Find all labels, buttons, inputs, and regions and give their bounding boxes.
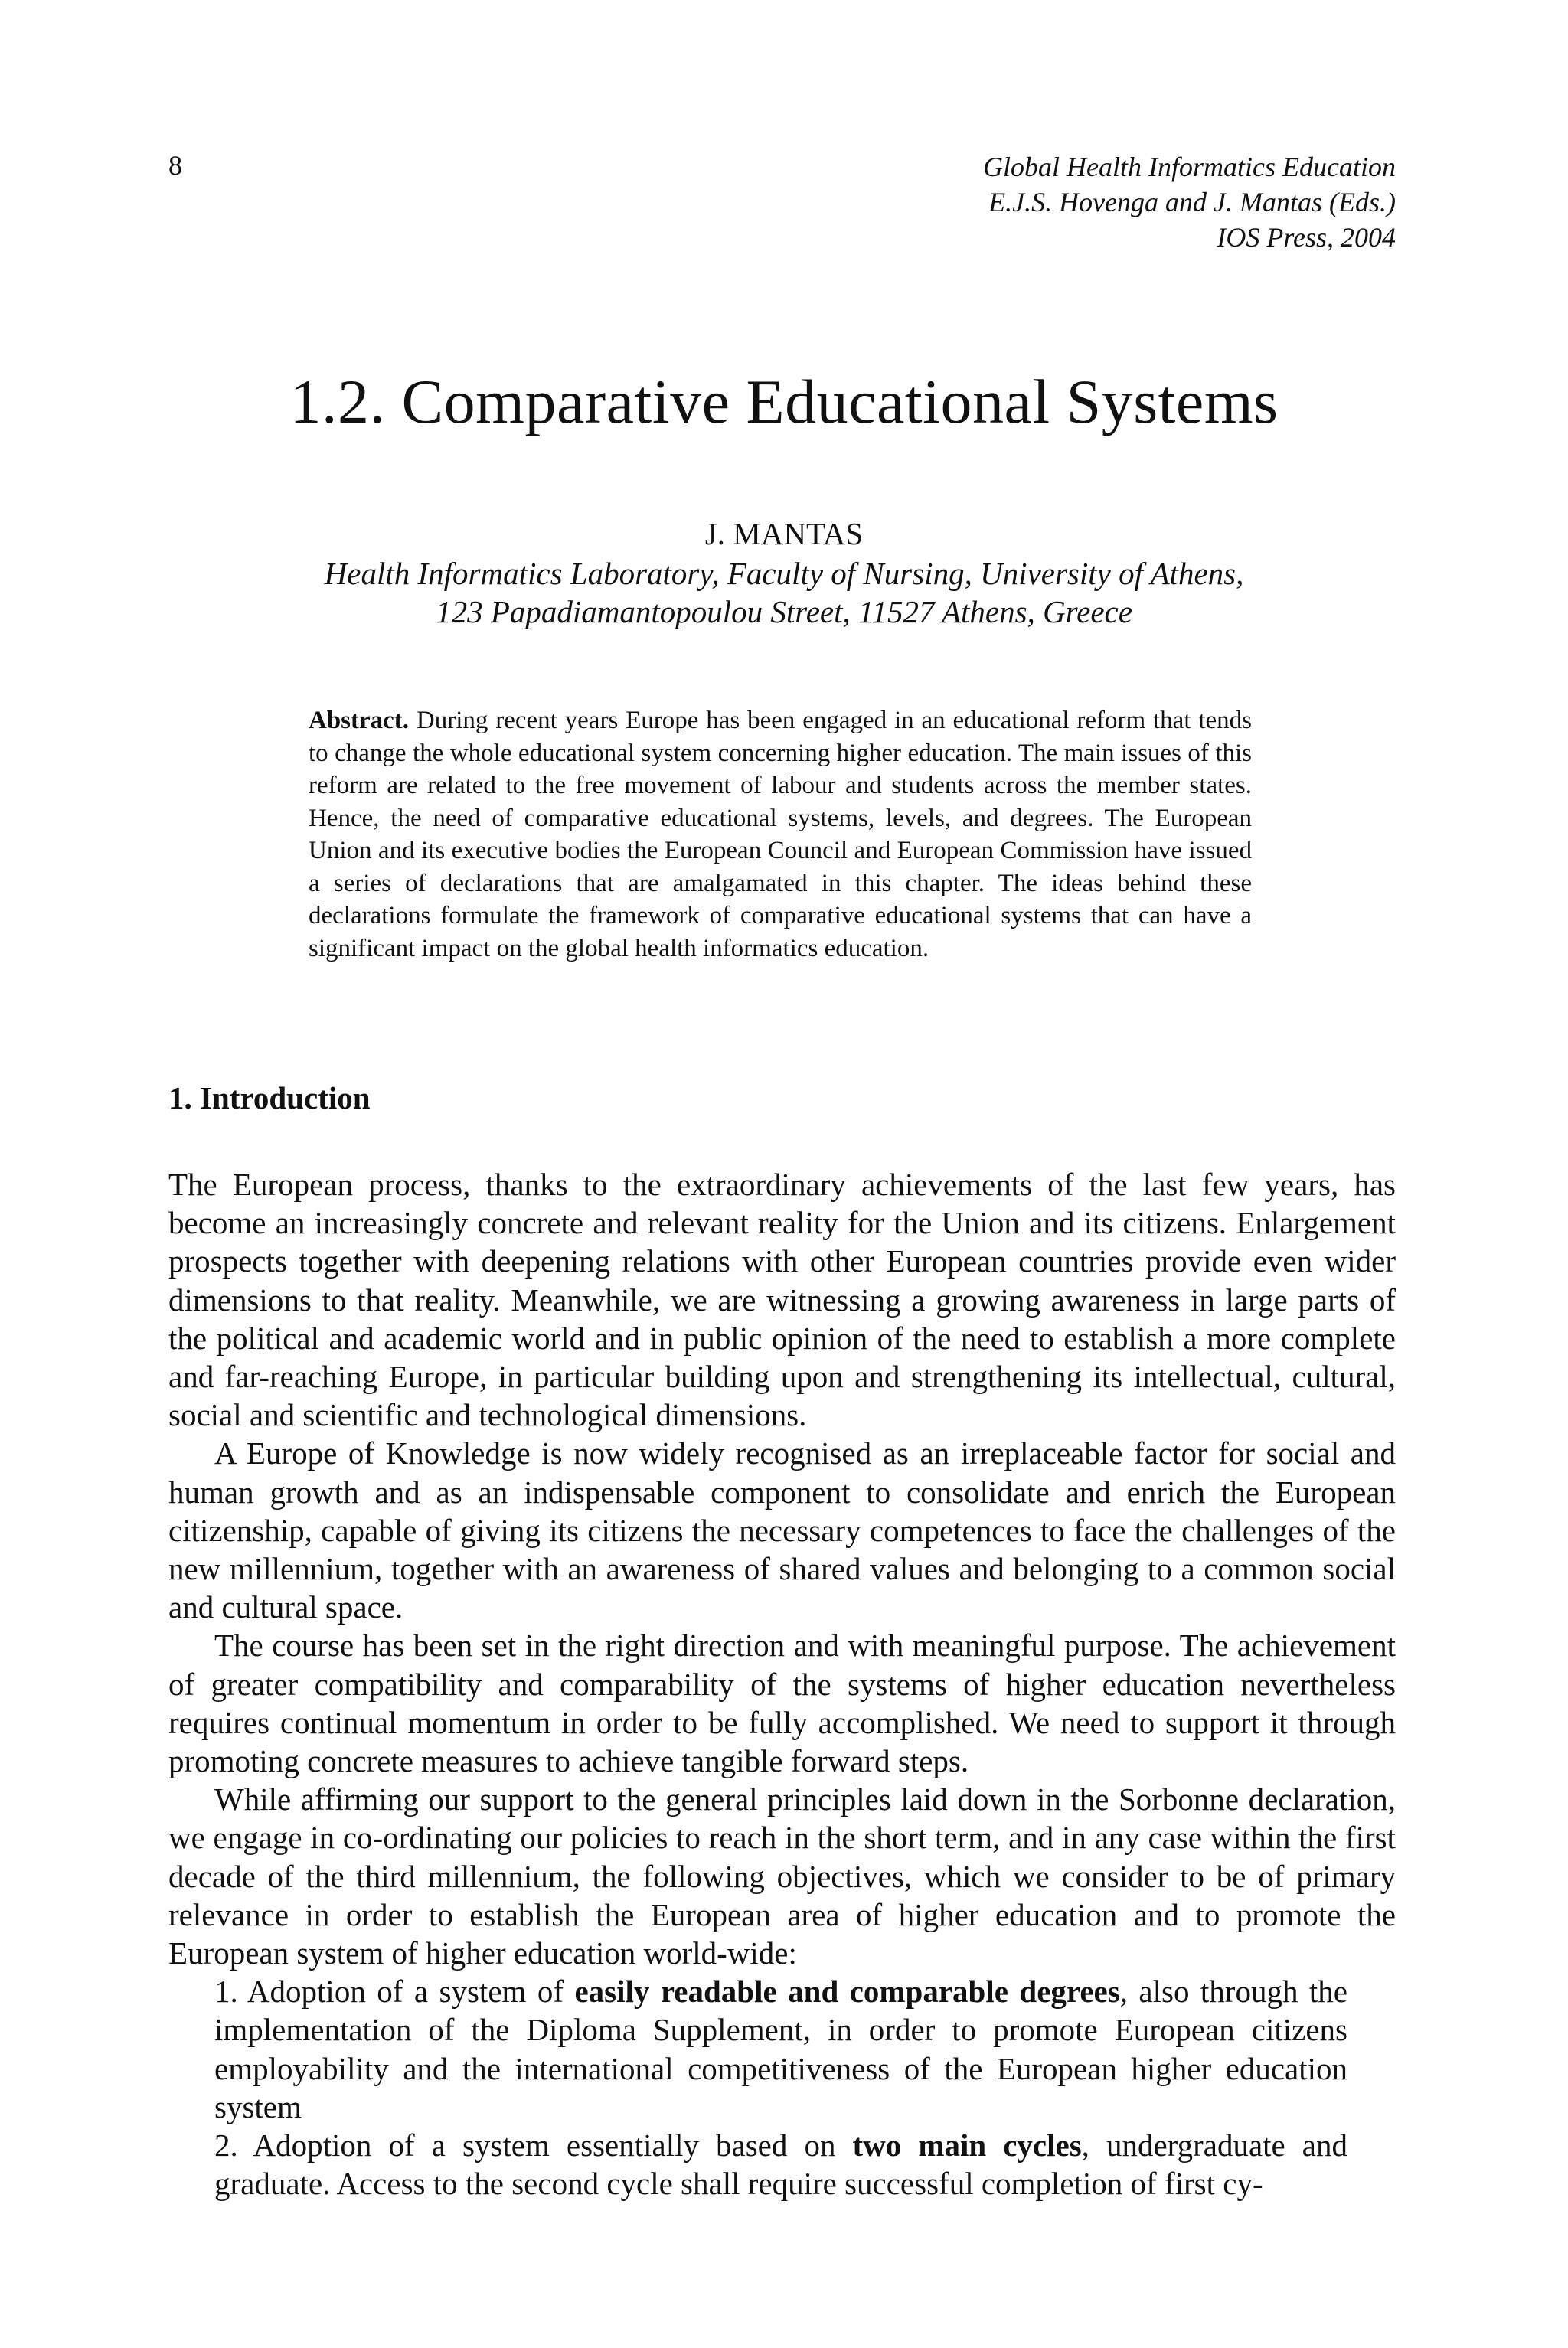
objective-1-suffix: , also through the implementation of the Diploma Supplement, in order to promote European citizens employability and the international competitiveness of the European higher education system xyxy=(214,1974,1348,2124)
abstract-text: During recent years Europe has been engaged in an educational reform that tends to change the whole educational system concerning higher education. The main issues of this reform are related to the free movement of labour and students across the member states. Hence, the need of comparative educational systems, levels, and degrees. The European Union and its executive bodies the European Council and European Commission have issued a series of declarations that are amalgamated in this chapter. The ideas behind these declarations formulate the framework of comparative educational systems that can have a significant impact on the global health informatics education. xyxy=(309,707,1252,962)
book-publisher: IOS Press, 2004 xyxy=(1217,222,1396,253)
affiliation-line-1: Health Informatics Laboratory, Faculty of Nursing, University of Athens, xyxy=(324,556,1244,591)
list-item xyxy=(214,2126,1348,2203)
objective-1-prefix: 1. Adoption of a system of xyxy=(214,1974,575,2010)
paper-author: J. MANTAS xyxy=(704,516,864,551)
author-affiliation xyxy=(0,554,1568,631)
abstract-label: Abstract. xyxy=(309,707,410,734)
book-editors: E.J.S. Hovenga and J. Mantas (Eds.) xyxy=(988,187,1396,217)
objective-1-emphasis: easily readable and comparable degrees xyxy=(574,1974,1120,2010)
body-paragraph: While affirming our support to the general principles laid down in the Sorbonne declaration, we engage in co-ordinating our policies to reach in the short term, and in any case within the first decade of the third millennium, the following objectives, which we consider to be of primary relevance in order to establish the European area of higher education and to promote the European system of higher education world-wide: xyxy=(168,1781,1396,1971)
body-paragraph: A Europe of Knowledge is now widely recognised as an irreplaceable factor for social and human growth and as an indispensable component to consolidate and enrich the European citizenship, capable of giving its citizens the necessary competences to face the challenges of the new millennium, together with an awareness of shared values and belonging to a common social and cultural space. xyxy=(168,1435,1396,1625)
body-paragraph: The course has been set in the right direction and with meaningful purpose. The achievement of greater compatibility and comparability of the systems of higher education nevertheless requires continual momentum in order to be fully accomplished. We need to support it through promoting concrete measures to achieve tangible forward steps. xyxy=(168,1628,1396,1779)
abstract xyxy=(309,704,1252,965)
section-heading-introduction: 1. Introduction xyxy=(168,1080,371,1115)
book-title: Global Health Informatics Education xyxy=(983,152,1396,182)
body-paragraph: The European process, thanks to the extraordinary achievements of the last few years, has become an increasingly concrete and relevant reality for the Union and its citizens. Enlargement prospects together with deepening relations with other European countries provide even wider dimensions to that reality. Meanwhile, we are witnessing a growing awareness in large parts of the political and academic world and in public opinion of the need to establish a more complete and far-reaching Europe, in particular building upon and strengthening its intellectual, cultural, social and scientific and technological dimensions. xyxy=(168,1167,1396,1433)
list-item xyxy=(214,1972,1348,2126)
objective-2-suffix: , undergraduate and graduate. Access to the second cycle shall require successful completion of first cy- xyxy=(214,2128,1348,2202)
introduction-body xyxy=(168,1165,1396,2203)
page-number: 8 xyxy=(168,150,182,181)
affiliation-line-2: 123 Papadiamantopoulou Street, 11527 Athens, Greece xyxy=(436,594,1132,629)
running-header xyxy=(983,149,1396,255)
paper-title: 1.2. Comparative Educational Systems xyxy=(289,367,1279,436)
objective-2-prefix: 2. Adoption of a system essentially based on xyxy=(214,2128,853,2163)
objectives-list xyxy=(168,1972,1348,2203)
objective-2-emphasis: two main cycles xyxy=(852,2128,1082,2163)
